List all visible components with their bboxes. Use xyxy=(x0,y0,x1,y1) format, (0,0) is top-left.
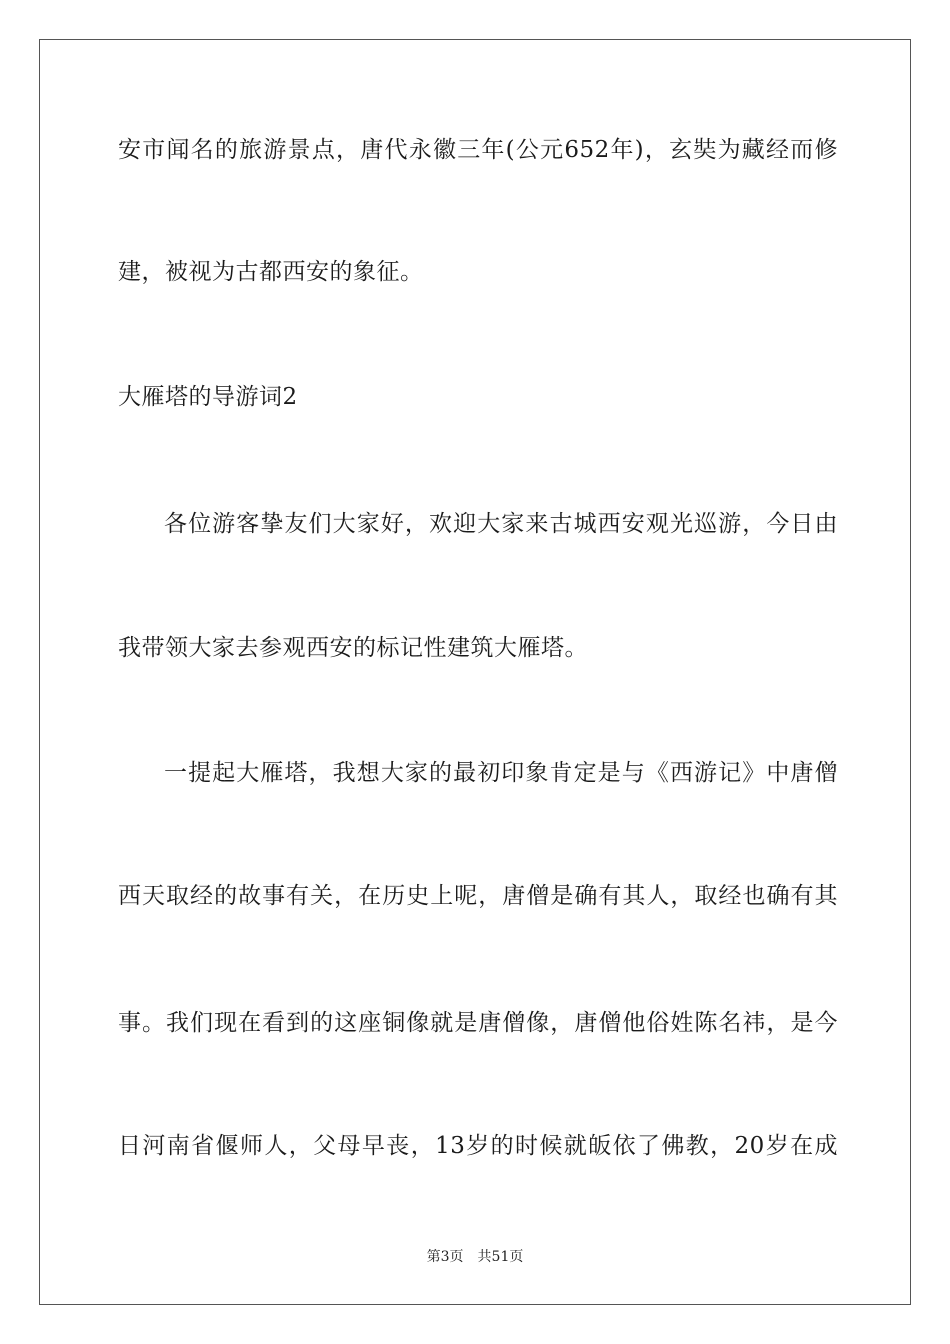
page-total: 共51页 xyxy=(477,1249,524,1265)
page-number: 第3页 xyxy=(426,1249,464,1265)
body-line-1: 安市闻名的旅游景点，唐代永徽三年(公元652年)，玄奘为藏经而修 xyxy=(118,137,838,163)
body-line-5: 一提起大雁塔，我想大家的最初印象肯定是与《西游记》中唐僧 xyxy=(164,760,838,786)
body-line-6: 西天取经的故事有关，在历史上呢，唐僧是确有其人，取经也确有其 xyxy=(118,883,838,909)
body-line-3: 各位游客挚友们大家好，欢迎大家来古城西安观光巡游，今日由 xyxy=(164,511,838,537)
body-line-8: 日河南省偃师人，父母早丧，13岁的时候就皈依了佛教，20岁在成 xyxy=(118,1133,838,1159)
body-line-7: 事。我们现在看到的这座铜像就是唐僧像，唐僧他俗姓陈名祎，是今 xyxy=(118,1010,838,1036)
page-footer xyxy=(0,1247,950,1267)
body-line-4: 我带领大家去参观西安的标记性建筑大雁塔。 xyxy=(118,635,588,661)
body-line-2: 建，被视为古都西安的象征。 xyxy=(118,259,424,285)
section-heading: 大雁塔的导游词2 xyxy=(118,384,298,410)
page-border xyxy=(39,39,911,1305)
